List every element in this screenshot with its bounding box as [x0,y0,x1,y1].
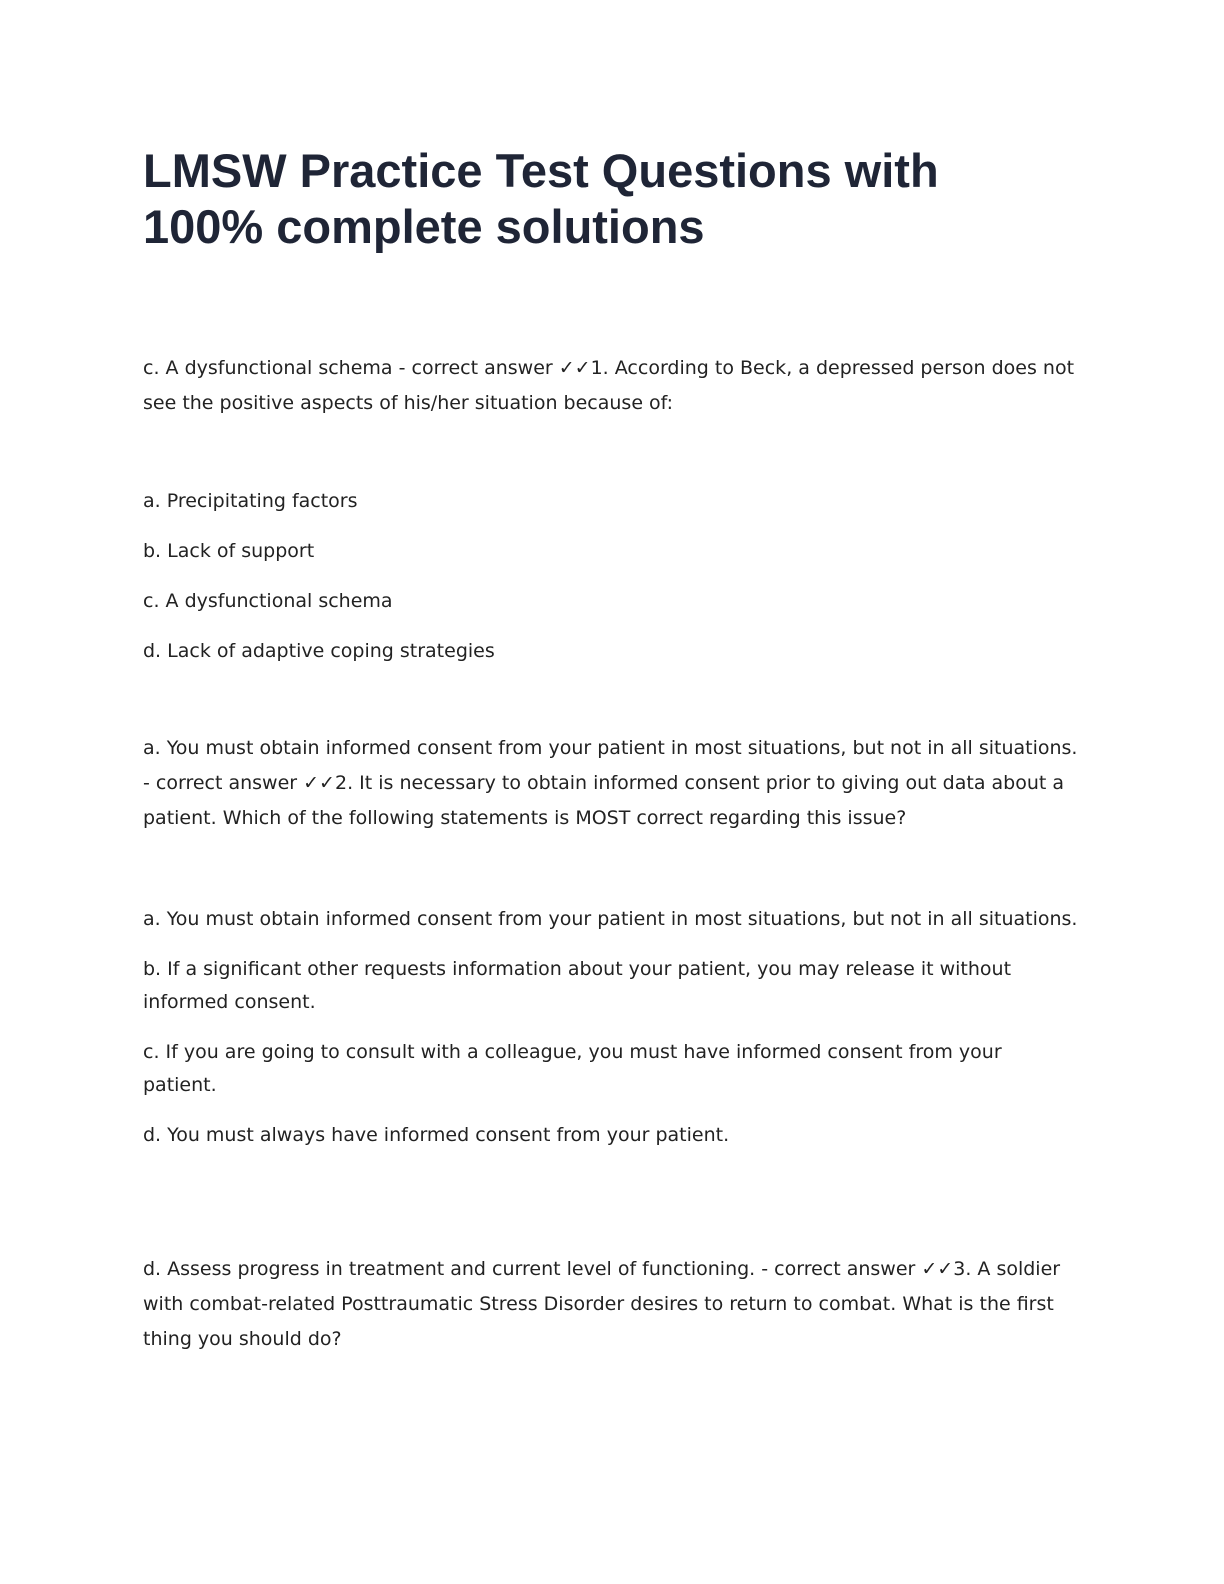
option-c: c. A dysfunctional schema [143,590,393,612]
option-a: a. Precipitating factors [143,490,358,512]
double-check-icon: ✓✓ [921,1258,954,1280]
option-a: a. You must obtain informed consent from your patient in most situations, but not in all situations. [143,908,1078,930]
double-check-icon: ✓✓ [303,772,335,794]
question-prompt: 2. It is necessary to obtain informed consent prior to giving out data about a patient. Which of the following statements is MOST correct regarding this issue? [143,772,1064,829]
option-c: c. If you are going to consult with a colleague, you must have informed consent from your patient. [143,1041,1002,1096]
answer-separator: - correct answer [143,772,304,794]
question-text [143,731,1078,836]
correct-answer-text: a. You must obtain informed consent from your patient in most situations, but not in all situations. [143,737,1078,759]
question-prompt: 3. A soldier with combat-related Posttraumatic Stress Disorder desires to return to combat. What is the first thing you should do? [143,1258,1061,1350]
question-text [143,1252,1078,1357]
double-check-icon: ✓✓ [558,357,591,379]
question-prompt: 1. According to Beck, a depressed person does not see the positive aspects of his/her situation because of: [143,357,1075,414]
page-title [143,143,1093,255]
title-line-2: 100% complete solutions [143,200,705,253]
option-b: b. Lack of support [143,540,315,562]
correct-answer-text: d. Assess progress in treatment and current level of functioning. [143,1258,756,1280]
option-d: d. You must always have informed consent from your patient. [143,1124,730,1146]
answer-separator: - correct answer [392,357,559,379]
question-1 [143,351,1078,421]
option-b: b. If a significant other requests information about your patient, you may release it without informed consent. [143,958,1012,1013]
question-2 [143,731,1078,836]
title-line-1: LMSW Practice Test Questions with [143,144,939,197]
question-1-options [143,485,1078,668]
answer-separator: - correct answer [755,1258,922,1280]
question-2-options [143,903,1078,1152]
option-d: d. Lack of adaptive coping strategies [143,640,495,662]
question-3 [143,1252,1078,1357]
correct-answer-text: c. A dysfunctional schema [143,357,393,379]
question-text [143,351,1078,421]
